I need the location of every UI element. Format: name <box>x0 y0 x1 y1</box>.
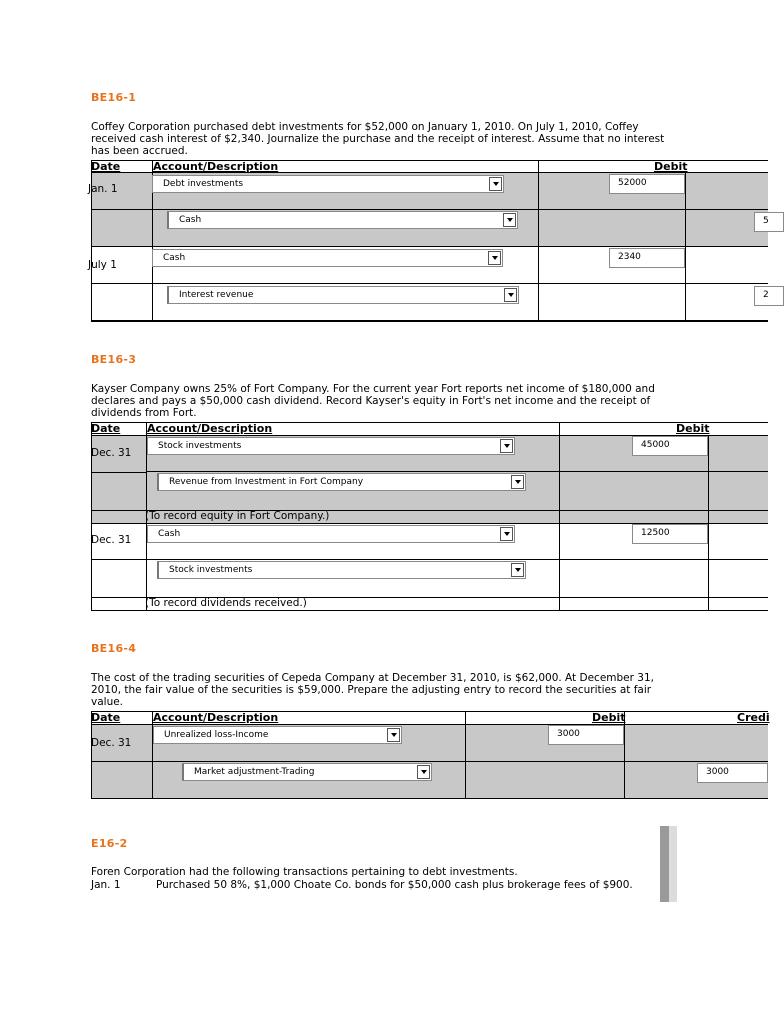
debit-amount-input[interactable]: 12500 <box>632 524 708 544</box>
dropdown-arrow-icon[interactable] <box>387 728 400 742</box>
account-select-value: Unrealized loss-Income <box>164 730 269 740</box>
vertical-scrollbar[interactable] <box>660 826 677 902</box>
entry-note: (To record equity in Fort Company.) <box>145 510 330 522</box>
dropdown-arrow-icon[interactable] <box>503 213 516 227</box>
account-select-debit[interactable] <box>147 525 515 543</box>
account-select-value: Cash <box>163 253 186 263</box>
debit-amount-input[interactable]: 45000 <box>632 436 708 456</box>
section-title-be16-3: BE16-3 <box>91 353 137 366</box>
column-header-date: Date <box>91 160 121 173</box>
section-title-be16-4: BE16-4 <box>91 642 137 655</box>
account-select-credit[interactable] <box>157 473 526 491</box>
debit-amount-input[interactable]: 2340 <box>609 248 685 268</box>
entry-date: July 1 <box>88 259 117 271</box>
account-select-credit[interactable] <box>167 286 519 304</box>
transaction-date: Jan. 1 <box>91 879 121 891</box>
problem-text-e16-2: Foren Corporation had the following transactions pertaining to debt investments. <box>91 866 518 878</box>
dropdown-arrow-icon[interactable] <box>504 288 517 302</box>
account-select-value: Debt investments <box>163 179 244 189</box>
account-select-debit[interactable] <box>153 726 402 744</box>
column-header-account: Account/Description <box>153 160 279 173</box>
problem-text-be16-4: The cost of the trading securities of Cepeda Company at December 31, 2010, is $62,000. At December 31, 2010, the fair value of the securities is $59,000. Prepare the adjusting entry to record the securities at fair value. <box>91 672 654 708</box>
column-header-date: Date <box>91 711 121 724</box>
account-select-value: Cash <box>179 215 202 225</box>
account-select-credit[interactable] <box>157 561 526 579</box>
dropdown-arrow-icon[interactable] <box>488 251 501 265</box>
account-select-value: Stock investments <box>169 565 253 575</box>
debit-amount-input[interactable]: 3000 <box>548 725 624 745</box>
dropdown-arrow-icon[interactable] <box>500 527 513 541</box>
problem-text-be16-3: Kayser Company owns 25% of Fort Company. For the current year Fort reports net income of $180,000 and declares and pays a $50,000 cash dividend. Record Kayser's equity in Fort's net income and the receipt of dividends from Fort. <box>91 383 655 419</box>
problem-text-be16-1: Coffey Corporation purchased debt investments for $52,000 on January 1, 2010. On July 1, 2010, Coffey received cash interest of $2,340. Journalize the purchase and the receipt of interest. Assume that no interest has been accrued. <box>91 121 665 157</box>
column-header-account: Account/Description <box>153 711 279 724</box>
account-select-value: Market adjustment-Trading <box>194 767 315 777</box>
account-select-value: Stock investments <box>158 441 242 451</box>
credit-amount-input[interactable]: 5 <box>754 212 784 232</box>
credit-amount-input[interactable]: 3000 <box>697 763 768 783</box>
transaction-text: Purchased 50 8%, $1,000 Choate Co. bonds for $50,000 cash plus brokerage fees of $900. <box>156 879 633 891</box>
entry-date: Dec. 31 <box>91 534 132 546</box>
credit-amount-input[interactable]: 2 <box>754 286 784 306</box>
column-header-debit: Debit <box>676 422 710 435</box>
entry-date: Dec. 31 <box>91 447 132 459</box>
column-header-date: Date <box>91 422 121 435</box>
account-select-value: Interest revenue <box>179 290 254 300</box>
column-header-account: Account/Description <box>147 422 273 435</box>
account-select-credit[interactable] <box>167 211 518 229</box>
dropdown-arrow-icon[interactable] <box>500 439 513 453</box>
dropdown-arrow-icon[interactable] <box>417 765 430 779</box>
account-select-value: Cash <box>158 529 181 539</box>
account-select-debit[interactable] <box>152 249 503 267</box>
section-title-be16-1: BE16-1 <box>91 91 137 104</box>
entry-note: (To record dividends received.) <box>145 597 307 609</box>
account-select-value: Revenue from Investment in Fort Company <box>169 477 364 487</box>
entry-date: Jan. 1 <box>88 183 118 195</box>
scrollbar-thumb[interactable] <box>660 826 669 902</box>
entry-date: Dec. 31 <box>91 737 132 749</box>
dropdown-arrow-icon[interactable] <box>511 475 524 489</box>
column-header-debit: Debit <box>654 160 688 173</box>
column-header-credit: Credi <box>737 711 770 724</box>
dropdown-arrow-icon[interactable] <box>489 177 502 191</box>
account-select-credit[interactable] <box>182 763 432 781</box>
account-select-debit[interactable] <box>147 437 515 455</box>
column-header-debit: Debit <box>592 711 626 724</box>
section-title-e16-2: E16-2 <box>91 837 128 850</box>
dropdown-arrow-icon[interactable] <box>511 563 524 577</box>
account-select-debit[interactable] <box>152 175 504 193</box>
debit-amount-input[interactable]: 52000 <box>609 174 685 194</box>
